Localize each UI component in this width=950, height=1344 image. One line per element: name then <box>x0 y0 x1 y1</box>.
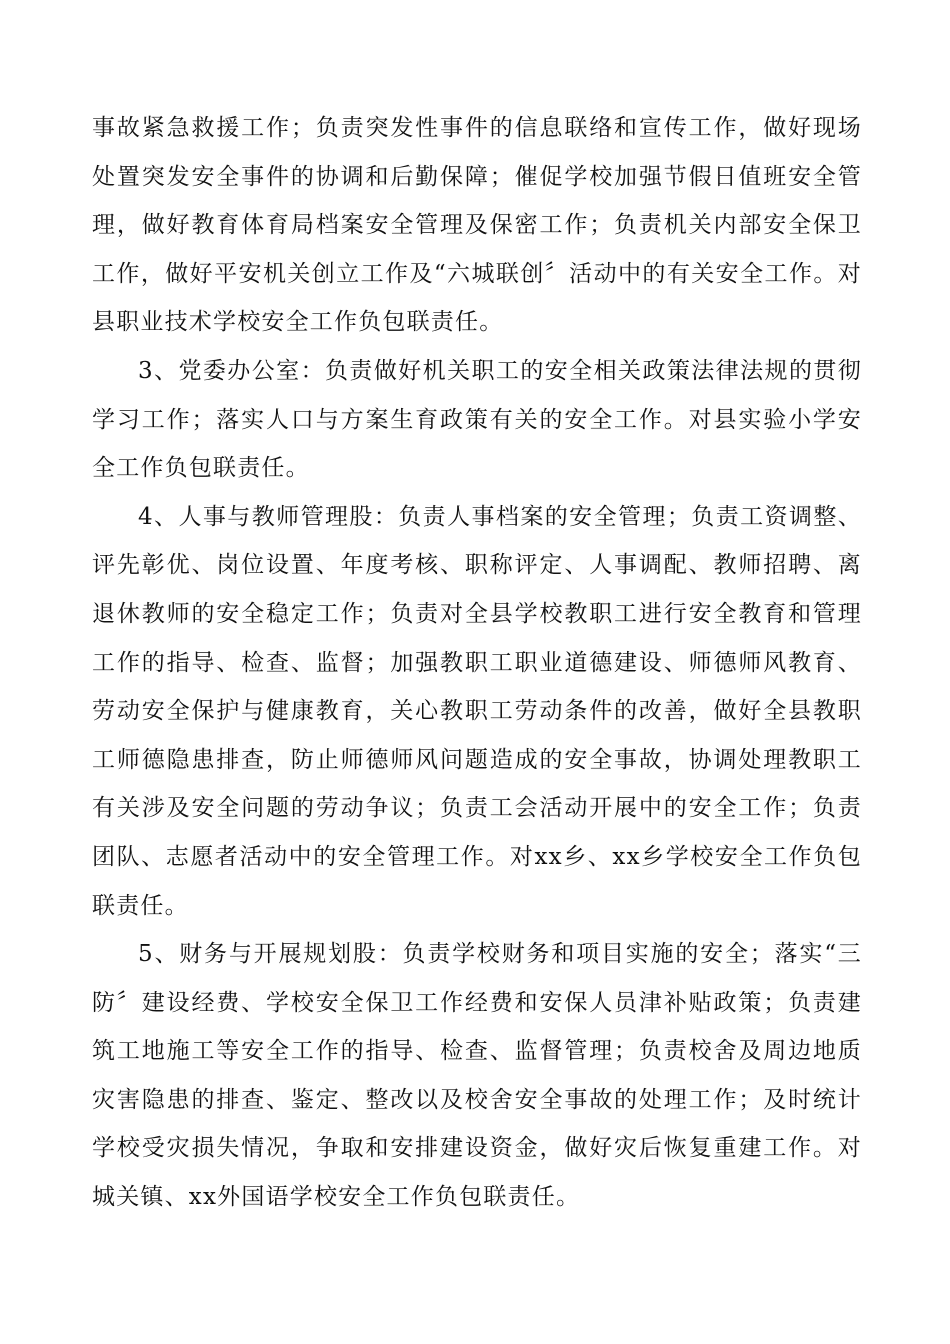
paragraph-party-office: 3、党委办公室：负责做好机关职工的安全相关政策法律法规的贯彻学习工作；落实人口与方案生育政策有关的安全工作。对县实验小学安全工作负包联责任。 <box>92 357 862 482</box>
paragraph-personnel-teacher-management: 4、人事与教师管理股：负责人事档案的安全管理；负责工资调整、评先彰优、岗位设置、年度考核、职称评定、人事调配、教师招聘、离退休教师的安全稳定工作；负责对全县学校教职工进行安全教育和管理工作的指导、检查、监督；加强教职工职业道德建设、师德师风教育、劳动安全保护与健康教育，关心教职工劳动条件的改善，做好全县教职工师德隐患排查，防止师德师风问题造成的安全事故，协调处理教职工有关涉及安全问题的劳动争议；负责工会活动开展中的安全工作；负责团队、志愿者活动中的安全管理工作。对xx乡、xx乡学校安全工作负包联责任。 <box>92 503 862 919</box>
paragraph-continuation: 事故紧急救援工作；负责突发性事件的信息联络和宣传工作，做好现场处置突发安全事件的协调和后勤保障；催促学校加强节假日值班安全管理，做好教育体育局档案安全管理及保密工作；负责机关内部安全保卫工作，做好平安机关创立工作及“六城联创〞活动中的有关安全工作。对县职业技术学校安全工作负包联责任。 <box>92 115 862 336</box>
document-page <box>92 104 862 1222</box>
paragraph-finance-planning: 5、财务与开展规划股：负责学校财务和项目实施的安全；落实“三防〞建设经费、学校安全保卫工作经费和安保人员津补贴政策；负责建筑工地施工等安全工作的指导、检查、监督管理；负责校舍及周边地质灾害隐患的排查、鉴定、整改以及校舍安全事故的处理工作；及时统计学校受灾损失情况，争取和安排建设资金，做好灾后恢复重建工作。对城关镇、xx外国语学校安全工作负包联责任。 <box>92 941 862 1211</box>
